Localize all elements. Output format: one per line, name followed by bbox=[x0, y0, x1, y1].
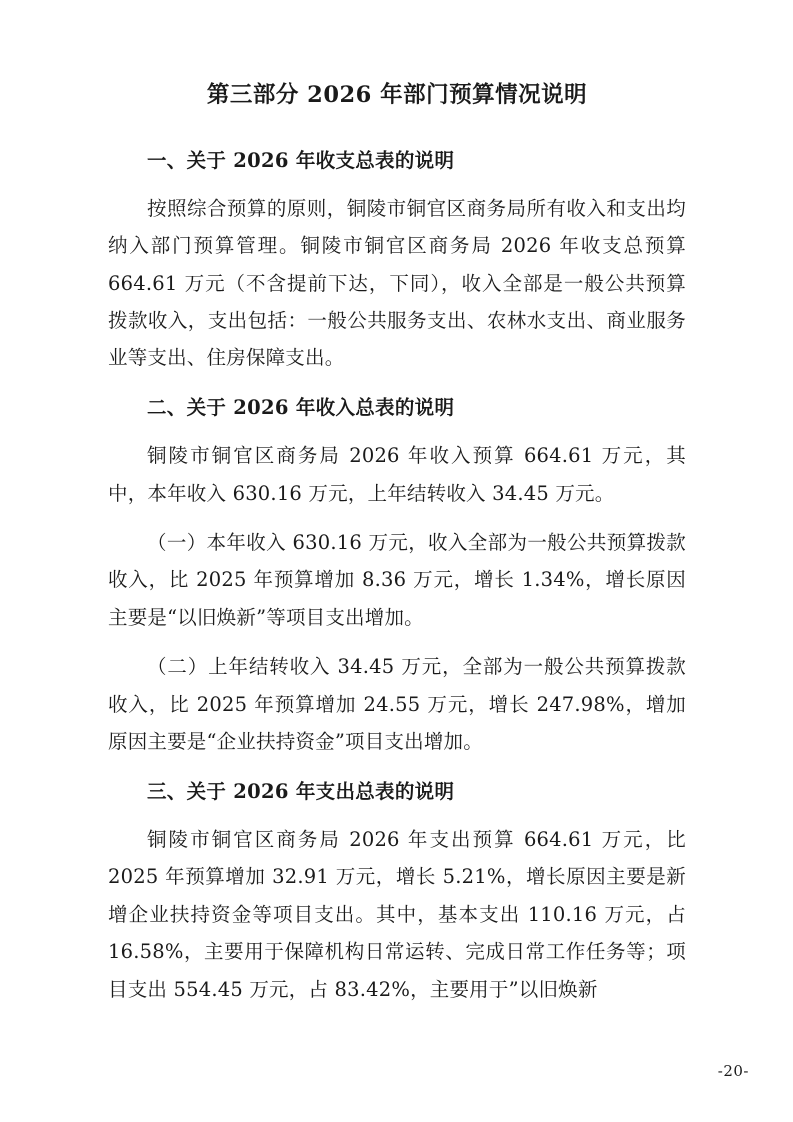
page-title: 第三部分 2026 年部门预算情况说明 bbox=[206, 82, 588, 108]
paragraph: 按照综合预算的原则，铜陵市铜官区商务局所有收入和支出均纳入部门预算管理。铜陵市铜官区商务局 2026 年收支总预算 664.61 万元（不含提前下达，下同），收入全部是一般公共预算拨款收入，支出包括：一般公共服务支出、农林水支出、商业服务业等支出、住房保障支出。 bbox=[108, 196, 686, 370]
paragraph: （二）上年结转收入 34.45 万元，全部为一般公共预算拨款收入，比 2025 年预算增加 24.55 万元，增长 247.98%，增加原因主要是“企业扶持资金”项目支出增加。 bbox=[108, 655, 686, 754]
paragraph: （一）本年收入 630.16 万元，收入全部为一般公共预算拨款收入，比 2025 年预算增加 8.36 万元，增长 1.34%，增长原因主要是“以旧焕新”等项目支出增加。 bbox=[108, 531, 686, 629]
paragraph: 铜陵市铜官区商务局 2026 年支出预算 664.61 万元，比 2025 年预算增加 32.91 万元，增长 5.21%，增长原因主要是新增企业扶持资金等项目支出。其中，基本支出 110.16 万元，占 16.58%，主要用于保障机构日常运转、完成日常工作任务等；项目支出 554.45 万元，占 83.42%，主要用于”以旧焕新 bbox=[108, 827, 686, 1001]
section-heading-three: 三、关于 2026 年支出总表的说明 bbox=[147, 779, 455, 803]
page-number: -20- bbox=[717, 1062, 749, 1080]
document-body bbox=[108, 80, 686, 1008]
paragraph: 铜陵市铜官区商务局 2026 年收入预算 664.61 万元，其中，本年收入 630.16 万元，上年结转收入 34.45 万元。 bbox=[108, 444, 686, 505]
section-one bbox=[108, 146, 686, 377]
section-two bbox=[108, 393, 686, 761]
section-three bbox=[108, 777, 686, 1008]
section-heading-one: 一、关于 2026 年收支总表的说明 bbox=[147, 148, 455, 172]
section-heading-two: 二、关于 2026 年收入总表的说明 bbox=[147, 395, 455, 419]
